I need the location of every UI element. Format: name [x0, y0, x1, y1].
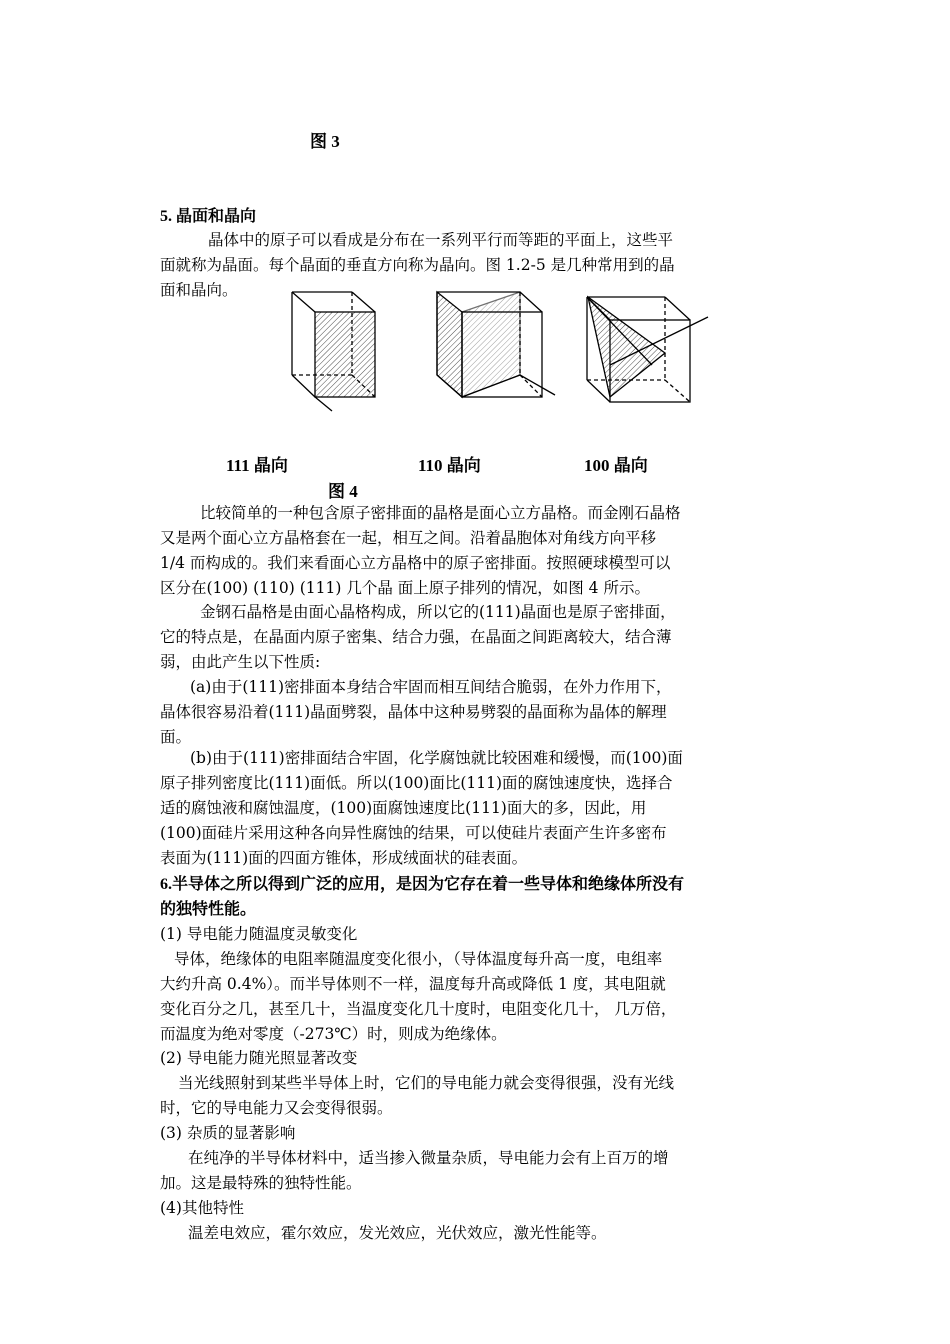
cube-100	[587, 297, 708, 402]
section6-heading-line: 6.半导体之所以得到广泛的应用，是因为它存在着一些导体和绝缘体所没有	[160, 876, 685, 893]
para-b-line: 表面为(111)面的四面方锥体，形成绒面状的硅表面。	[160, 849, 528, 867]
item1-title: (1) 导电能力随温度灵敏变化	[160, 925, 358, 943]
figure4-label-110: 110 晶向	[418, 456, 481, 475]
item3-title: (3) 杂质的显著影响	[160, 1124, 296, 1142]
figure4-cubes	[280, 285, 750, 420]
para-diamond-line: 它的特点是，在晶面内原子密集、结合力强，在晶面之间距离较大，结合薄	[160, 628, 672, 646]
item2-line: 时，它的导电能力又会变得很弱。	[160, 1099, 393, 1117]
para-a-line: (a)由于(111)密排面本身结合牢固而相互间结合脆弱，在外力作用下，	[190, 678, 672, 696]
section5-heading: 5. 晶面和晶向	[160, 208, 257, 225]
para-b-line: (b)由于(111)密排面结合牢固，化学腐蚀就比较困难和缓慢，而(100)面	[190, 749, 683, 767]
figure4-label-111: 111 晶向	[226, 456, 288, 475]
item4-title: (4)其他特性	[160, 1199, 244, 1217]
para-b	[160, 746, 800, 871]
para-fcc-line: 区分在(100) (110) (111) 几个晶 面上原子排列的情况，如图 4 所示。	[160, 579, 650, 597]
item2-line: 当光线照射到某些半导体上时，它们的导电能力就会变得很强，没有光线	[178, 1074, 675, 1092]
figure4-caption: 图 4	[328, 482, 358, 501]
section6-item1	[160, 922, 800, 1047]
section6-heading	[160, 872, 800, 922]
section6-item4	[160, 1196, 800, 1246]
item3-line: 在纯净的半导体材料中，适当掺入微量杂质，导电能力会有上百万的增	[188, 1149, 669, 1167]
section6-heading-line: 的独特性能。	[160, 901, 257, 918]
item2-title: (2) 导电能力随光照显著改变	[160, 1049, 358, 1067]
para-b-line: 原子排列密度比(111)面低。所以(100)面比(111)面的腐蚀速度快，选择合	[160, 774, 673, 792]
fig3-caption: 图 3	[310, 132, 340, 151]
cube-111-shaded-face	[315, 312, 375, 397]
para-b-line: (100)面硅片采用这种各向异性腐蚀的结果，可以使硅片表面产生许多密布	[160, 824, 667, 842]
item1-line: 而温度为绝对零度（-273℃）时，则成为绝缘体。	[160, 1025, 507, 1043]
para-fcc-line: 1/4 而构成的。我们来看面心立方晶格中的原子密排面。按照硬球模型可以	[160, 554, 671, 572]
item1-line: 大约升高 0.4%）。而半导体则不一样，温度每升高或降低 1 度，其电阻就	[160, 975, 666, 993]
para-fcc-line: 又是两个面心立方晶格套在一起，相互之间。沿着晶胞体对角线方向平移	[160, 529, 657, 547]
section5-line: 晶体中的原子可以看成是分布在一系列平行而等距的平面上，这些平	[208, 231, 674, 249]
item1-line: 导体，绝缘体的电阻率随温度变化很小，（导体温度每升高一度，电组率	[174, 950, 663, 968]
item1-line: 变化百分之几，甚至几十，当温度变化几十度时，电阻变化几十， 几万倍，	[160, 1000, 677, 1018]
para-a	[160, 675, 800, 750]
item3-line: 加。这是最特殊的独特性能。	[160, 1174, 362, 1192]
cube-110	[437, 292, 555, 397]
para-a-line: 晶体很容易沿着(111)晶面劈裂，晶体中这种易劈裂的晶面称为晶体的解理	[160, 703, 667, 721]
para-fcc-line: 比较简单的一种包含原子密排面的晶格是面心立方晶格。而金刚石晶格	[200, 504, 681, 522]
para-fcc	[160, 501, 800, 601]
section6-item2	[160, 1046, 800, 1121]
para-a-line: 面。	[160, 728, 192, 746]
para-diamond-line: 弱，由此产生以下性质:	[160, 653, 321, 671]
para-b-line: 适的腐蚀液和腐蚀温度，(100)面腐蚀速度比(111)面大的多，因此，用	[160, 799, 647, 817]
cube-110-shaded-face	[437, 292, 462, 397]
cube-110-diagonal-face	[462, 292, 520, 397]
cube-100-shaded-face	[588, 297, 665, 397]
section5-line: 面和晶向。	[160, 281, 238, 299]
section5-line: 面就称为晶面。每个晶面的垂直方向称为晶向。图 1.2-5 是几种常用到的晶	[160, 256, 675, 274]
para-diamond	[160, 600, 800, 675]
section6-item3	[160, 1121, 800, 1196]
cube-111	[292, 292, 375, 411]
item4-line: 温差电效应，霍尔效应，发光效应，光伏效应，激光性能等。	[188, 1224, 607, 1242]
para-diamond-line: 金钢石晶格是由面心晶格构成，所以它的(111)晶面也是原子密排面，	[200, 603, 676, 621]
figure4-label-100: 100 晶向	[584, 456, 648, 475]
